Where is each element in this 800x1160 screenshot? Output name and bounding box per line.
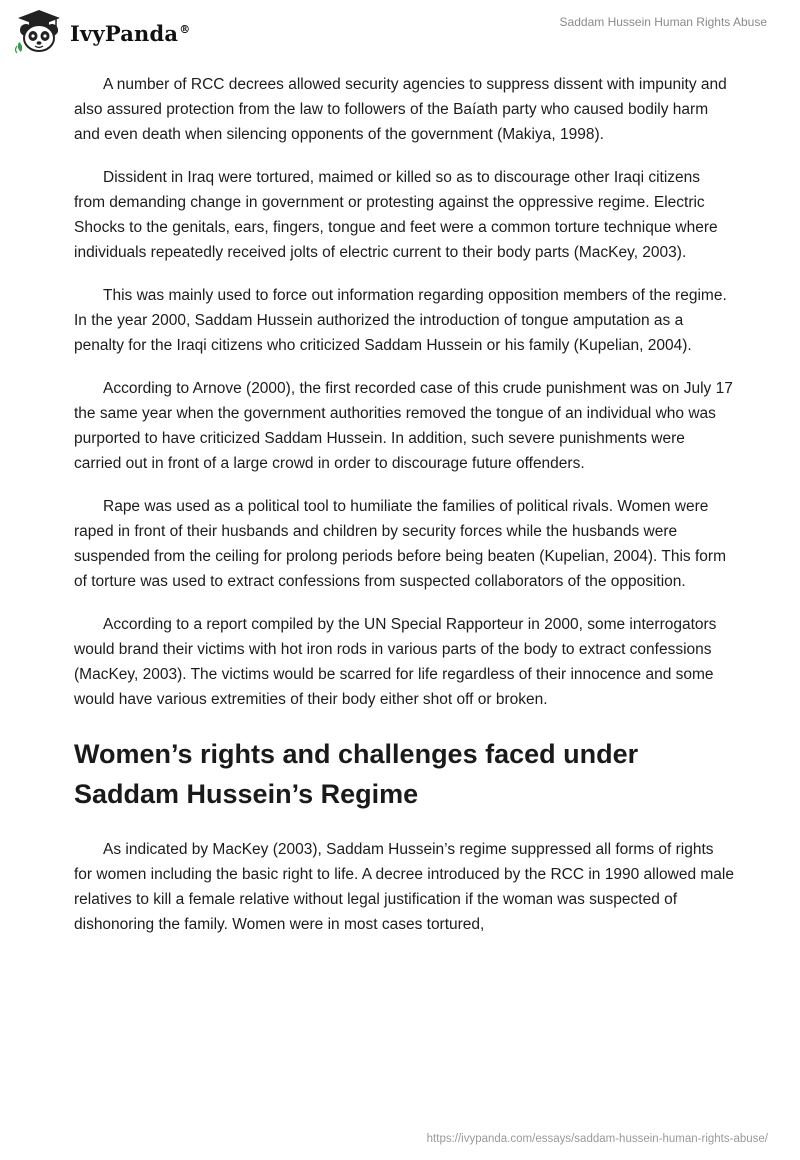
paragraph: As indicated by MacKey (2003), Saddam Hussein’s regime suppressed all forms of rights for women including the basic right to life. A decree introduced by the RCC in 1990 allowed male relatives to kill a female relative without legal justification if the woman was suspected of dishonoring the family. Women were in most cases tortured,: [74, 841, 734, 933]
paragraph: According to a report compiled by the UN Special Rapporteur in 2000, some interrogators would brand their victims with hot iron rods in various parts of the body to extract confessions (MacKey, 2003). The victims would be scarred for life regardless of their innocence and some would have various extremities of their body either shot off or broken.: [74, 616, 717, 708]
section-heading: Women’s rights and challenges faced under Saddam Hussein’s Regime: [74, 739, 639, 809]
logo-wordmark: [70, 21, 190, 46]
panda-graduate-icon: [14, 8, 64, 54]
registered-mark: ®: [179, 22, 191, 36]
paragraph: A number of RCC decrees allowed security agencies to suppress dissent with impunity and also assured protection from the law to followers of the Baíath party who caused bodily harm and even death when silencing opponents of the government (Makiya, 1998).: [74, 76, 727, 143]
paragraph: According to Arnove (2000), the first recorded case of this crude punishment was on July 17 the same year when the government authorities removed the tongue of an individual who was purported to have criticized Saddam Hussein. In addition, such severe punishments were carried out in front of a large crowd in order to discourage future offenders.: [74, 380, 733, 472]
logo-text: IvyPanda: [70, 20, 179, 46]
document-title: Saddam Hussein Human Rights Abuse: [559, 15, 767, 29]
ivypanda-logo[interactable]: [14, 8, 190, 54]
page-header: [0, 0, 800, 60]
paragraph: Rape was used as a political tool to humiliate the families of political rivals. Women were raped in front of their husbands and children by security forces while the husbands were suspended from the ceiling for prolong periods before being beaten (Kupelian, 2004). This form of torture was used to extract confessions from suspected collaborators of the opposition.: [74, 498, 726, 590]
paragraph: Dissident in Iraq were tortured, maimed or killed so as to discourage other Iraqi citizens from demanding change in government or protesting against the oppressive regime. Electric Shocks to the genitals, ears, fingers, tongue and feet were a common torture technique where individuals repeatedly received jolts of electric current to their body parts (MacKey, 2003).: [74, 169, 718, 261]
source-url[interactable]: https://ivypanda.com/essays/saddam-hussein-human-rights-abuse/: [426, 1133, 768, 1145]
paragraph: This was mainly used to force out information regarding opposition members of the regime. In the year 2000, Saddam Hussein authorized the introduction of tongue amputation as a penalty for the Iraqi citizens who criticized Saddam Hussein or his family (Kupelian, 2004).: [74, 287, 727, 354]
essay-body: [74, 72, 734, 955]
